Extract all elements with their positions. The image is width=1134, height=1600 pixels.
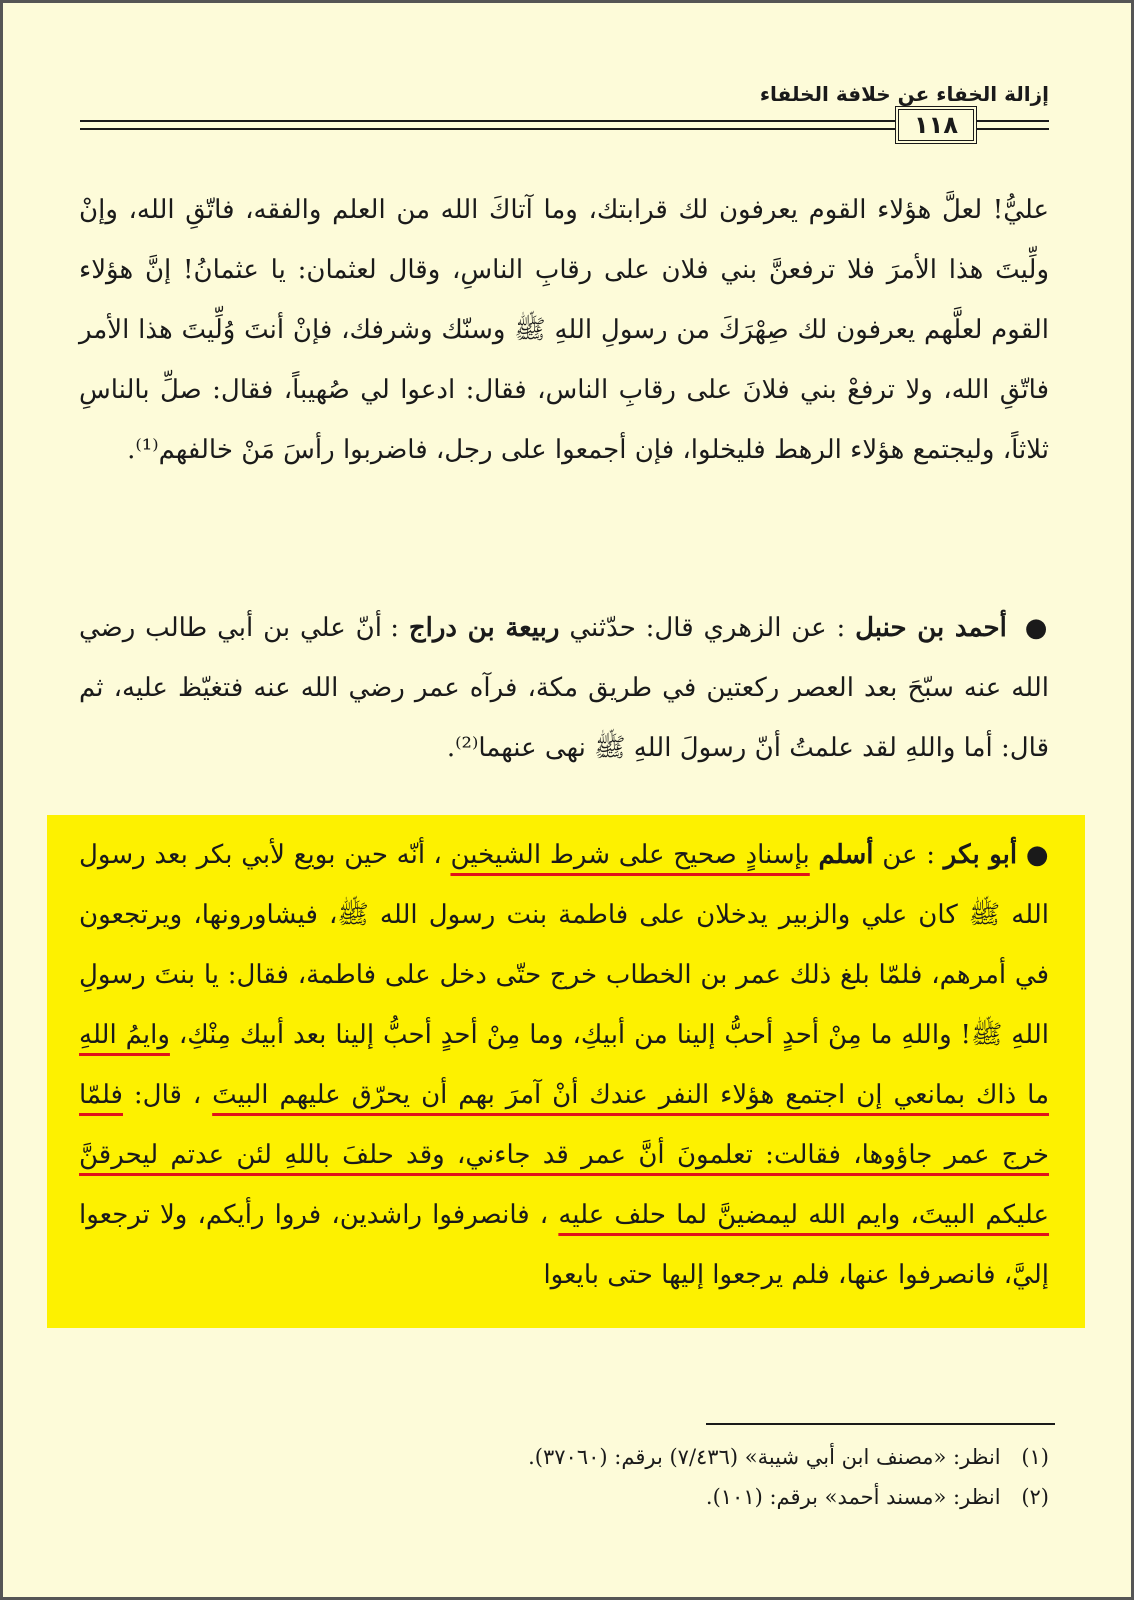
paragraph-text: ، فانصرفوا راشدين، فروا رأيكم، ولا ترجعوا إليَّ، فانصرفوا عنها، فلم يرجعوا إليها حتى بايعوا	[79, 1200, 1049, 1290]
footnote-text: انظر: «مسند أحمد» برقم: (١٠١).	[705, 1485, 1001, 1509]
underlined-text: وايمُ اللهِ ما ذاك بمانعي إن اجتمع هؤلاء النفر عندك أنْ آمرَ بهم أن يحرّق عليهم البيتَ	[79, 1020, 1049, 1110]
footnote-item	[79, 1437, 1049, 1477]
paragraph-2	[79, 598, 1049, 778]
narrator-name: أسلم	[818, 840, 874, 870]
underlined-text: بإسنادٍ صحيح على شرط الشيخين	[450, 840, 810, 870]
footnote-number: (١)	[1021, 1445, 1049, 1469]
paragraph-1: عليُّ! لعلَّ هؤلاء القوم يعرفون لك قرابتك، وما آتاكَ الله من العلم والفقه، فاتّقِ الله، وإنْ ولِّيتَ هذا الأمرَ فلا ترفعنَّ بني فلان على رقابِ الناسِ، وقال لعثمان: يا عثمانُ! إنَّ هؤلاء القوم لعلَّهم يعرفون لك صِهْرَكَ من رسولِ اللهِ ﷺ وسنّك وشرفك، فإنْ أنتَ وُلِّيتَ هذا الأمر فاتّقِ الله، ولا ترفعْ بني فلانَ على رقابِ الناس، فقال: ادعوا لي صُهيباً، فقال: صلِّ بالناسِ ثلاثاً، وليجتمع هؤلاء الرهط فليخلوا، فإن أجمعوا على رجل، فاضربوا رأسَ مَنْ خالفهم⁽¹⁾.	[79, 195, 1049, 465]
underlined-text: فلمّا خرج عمر جاؤوها، فقالت: تعلمونَ أنَّ عمر قد جاءني، وقد حلفَ باللهِ لئن عدتم ليحرقنَّ عليكم البيتَ، وايم الله ليمضينَّ لما حلف عليه	[79, 1080, 1050, 1230]
footnote-item	[79, 1477, 1049, 1517]
paragraph-text: : عن	[873, 840, 935, 870]
footnote-number: (٢)	[1021, 1485, 1049, 1509]
running-head-title: إزالة الخفاء عن خلافة الخلفاء	[759, 82, 1049, 106]
paragraph-text: : أنّ علي بن أبي طالب رضي الله عنه سبّحَ بعد العصر ركعتين في طريق مكة، فرآه عمر رضي الله عنه فتغيّظ عليه، ثم قال: أما واللهِ لقد علمتُ أنّ رسولَ اللهِ ﷺ نهى عنهما⁽²⁾.	[79, 613, 1049, 763]
footnotes	[79, 1437, 1049, 1517]
bullet-icon: ●	[1025, 840, 1050, 870]
paragraph-text: ، أنّه حين بويع لأبي بكر بعد رسول الله ﷺ كان علي والزبير يدخلان على فاطمة بنت رسول الله ﷺ، فيشاورونها، ويرتجعون في أمرهم، فلمّا بلغ ذلك عمر بن الخطاب خرج حتّى دخل على فاطمة، فقال: يا بنتَ رسولِ اللهِ ﷺ! واللهِ ما مِنْ أحدٍ أحبُّ إلينا من أبيكِ، وما مِنْ أحدٍ أحبُّ إلينا بعد أبيك مِنْكِ،	[79, 840, 1050, 1050]
narrator-name: أحمد بن حنبل	[855, 613, 1007, 643]
page-number: ١١٨	[895, 106, 977, 144]
paragraph-text: : عن الزهري قال: حدّثني	[559, 613, 846, 643]
narrator-name: ربيعة بن دراج	[408, 613, 560, 643]
footnote-rule	[706, 1423, 1055, 1425]
bullet-icon: ●	[1024, 613, 1050, 643]
narrator-name: أبو بكر	[943, 840, 1018, 870]
footnote-text: انظر: «مصنف ابن أبي شيبة» (٧/٤٣٦) برقم: (٣٧٠٦٠).	[528, 1445, 1001, 1469]
paragraph-text: ، قال:	[123, 1080, 202, 1110]
paragraph-3	[79, 825, 1049, 1305]
